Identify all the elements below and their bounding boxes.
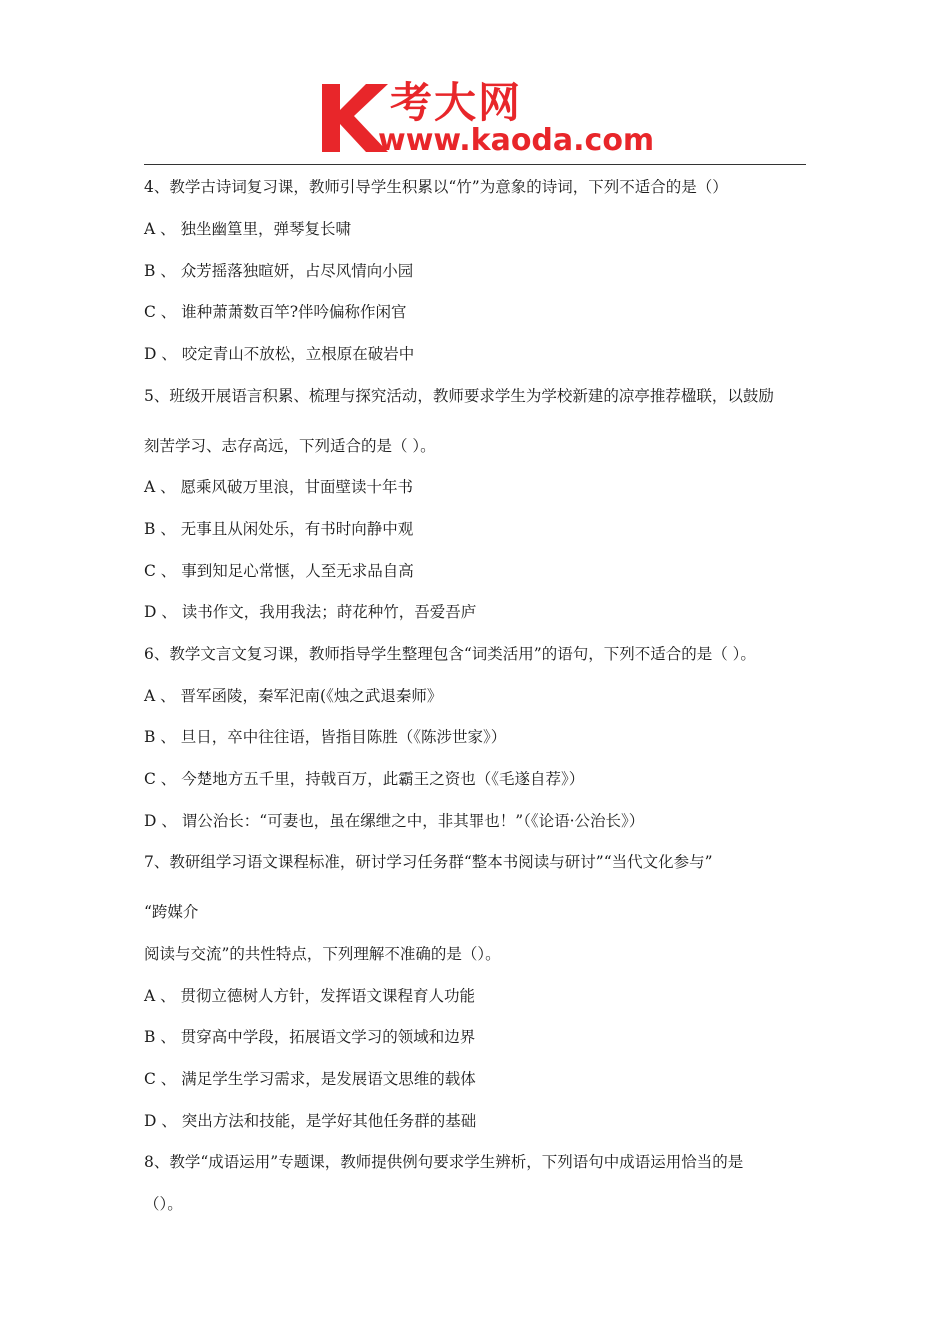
question-5-stem-line-2: 刻苦学习、志存高远，下列适合的是（ ）。 xyxy=(144,437,436,455)
question-6-option-a: A 、 晋军函陵，秦军汜南(《烛之武退秦师》 xyxy=(144,687,443,705)
logo-chinese-text: 考大网 xyxy=(390,78,523,127)
question-4-option-c: C 、 谁种萧萧数百竿?伴吟偏称作闲官 xyxy=(144,303,407,321)
question-5-option-a: A 、 愿乘风破万里浪，甘面壁读十年书 xyxy=(144,478,414,496)
question-4-option-a: A 、 独坐幽篁里，弹琴复长啸 xyxy=(144,220,352,238)
question-6-option-d: D 、 谓公治长：“可妻也，虽在缧绁之中，非其罪也！”（《论语·公治长》） xyxy=(144,812,645,830)
question-4-stem: 4、教学古诗词复习课，教师引导学生积累以“竹”为意象的诗词，下列不适合的是（） xyxy=(144,178,728,196)
question-7-stem-line-3: 阅读与交流”的共性特点，下列理解不准确的是（）。 xyxy=(144,945,501,963)
question-7-option-c: C 、 满足学生学习需求，是发展语文思维的载体 xyxy=(144,1070,476,1088)
question-7-stem-line-2: “跨媒介 xyxy=(144,903,199,921)
question-4-option-d: D 、 咬定青山不放松，立根原在破岩中 xyxy=(144,345,415,363)
question-5-stem-line-1: 5、班级开展语言积累、梳理与探究活动，教师要求学生为学校新建的凉亭推荐楹联，以鼓励 xyxy=(144,387,774,405)
question-7-option-d: D 、 突出方法和技能，是学好其他任务群的基础 xyxy=(144,1112,477,1130)
question-5-option-d: D 、 读书作文，我用我法；莳花种竹，吾爱吾庐 xyxy=(144,603,477,621)
question-7-option-a: A 、 贯彻立德树人方针，发挥语文课程育人功能 xyxy=(144,987,476,1005)
question-5-option-b: B 、 无事且从闲处乐，有书时向静中观 xyxy=(144,520,414,538)
logo-url-text: www.kaoda.com xyxy=(378,123,655,158)
question-7-stem-line-1: 7、教研组学习语文课程标准，研讨学习任务群“整本书阅读与研讨”“当代文化参与” xyxy=(144,853,713,871)
question-7-option-b: B 、 贯穿高中学段，拓展语文学习的领域和边界 xyxy=(144,1028,476,1046)
question-8-stem-line-2: （）。 xyxy=(144,1195,183,1213)
question-4-option-b: B 、 众芳摇落独暄妍，占尽风情向小园 xyxy=(144,262,414,280)
question-8-stem-line-1: 8、教学“成语运用”专题课，教师提供例句要求学生辨析，下列语句中成语运用恰当的是 xyxy=(144,1153,744,1171)
question-5-option-c: C 、 事到知足心常惬，人至无求品自高 xyxy=(144,562,414,580)
question-6-option-c: C 、 今楚地方五千里，持戟百万，此霸王之资也（《毛遂自荐》） xyxy=(144,770,585,788)
question-6-option-b: B 、 旦日，卒中往往语，皆指目陈胜（《陈涉世家》） xyxy=(144,728,507,746)
kaoda-logo xyxy=(318,78,655,164)
header-divider xyxy=(144,164,806,165)
question-6-stem: 6、教学文言文复习课，教师指导学生整理包含“词类活用”的语句，下列不适合的是（ ）。 xyxy=(144,645,756,663)
